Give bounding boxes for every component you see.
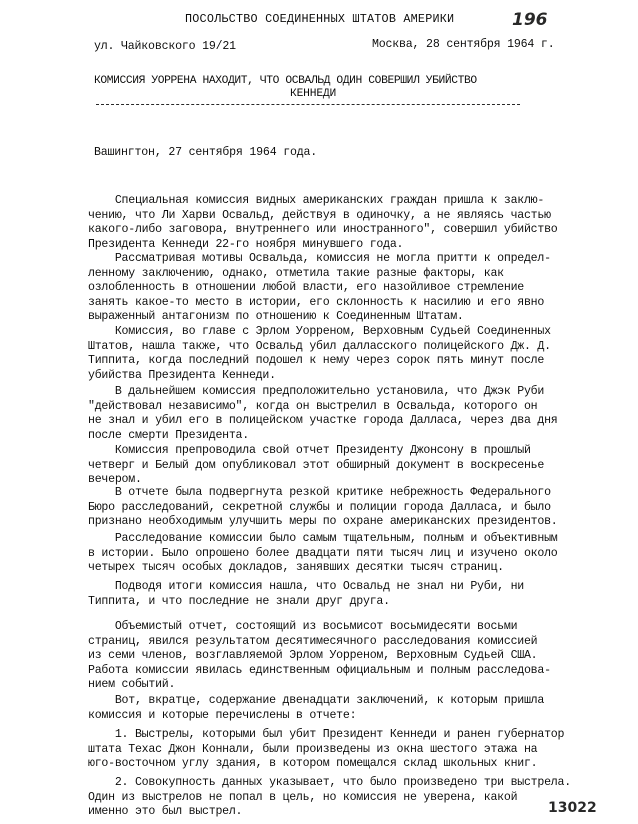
paragraph-line: Работа комиссии явилась единственным официальным и полным расследова- (88, 663, 551, 677)
paragraph-line: Типпита, когда последний подошел к нему через сорок пять минут после (88, 354, 545, 368)
paragraph-line: какого-либо заговора, внутреннего или иностранного", совершил убийство (88, 223, 558, 237)
paragraph-line: Бюро расследований, секретной службы и полиции города Далласа, и было (88, 500, 551, 514)
paragraph-line: не знал и убил его в полицейском участке города Далласа, через два дня (88, 414, 558, 428)
paragraph-4 (88, 385, 588, 443)
paragraph-line: Вот, вкратце, содержание двенадцати заключений, к которым пришла (88, 694, 545, 707)
paragraph-7 (88, 532, 588, 576)
headline-rule (96, 104, 520, 105)
paragraph-5 (88, 444, 588, 488)
paragraph-line: страниц, явился результатом десятимесячного расследования комиссией (88, 634, 538, 648)
paragraph-line: юго-восточном углу здания, в котором помещался склад школьных книг. (88, 757, 538, 771)
paragraph-line: Рассматривая мотивы Освальда, комиссия не могла притти к определ- (88, 252, 551, 265)
embassy-address: ул. Чайковского 19/21 (94, 40, 236, 53)
headline-line-1: КОМИССИЯ УОРРЕНА НАХОДИТ, ЧТО ОСВАЛЬД ОДИН СОВЕРШИЛ УБИЙСТВО (94, 75, 477, 87)
paragraph-3 (88, 325, 588, 383)
paragraph-line: признано необходимым улучшить меры по охране американских президентов. (88, 515, 558, 529)
paragraph-line: четверг и Белый дом опубликовал этот обширный документ в воскресенье (88, 458, 545, 472)
paragraph-line: штата Техас Джон Коннали, были произведены из окна шестого этажа на (88, 742, 538, 756)
paragraph-line: Комиссия, во главе с Эрлом Уорреном, Верховным Судьей Соединенных (88, 325, 551, 338)
paragraph-line: ленному заключению, однако, отметила такие разные факторы, как (88, 266, 504, 280)
paragraph-line: из семи членов, возглавляемой Эрлом Уорреном, Верховным Судьей США. (88, 649, 538, 663)
paragraph-line: в истории. Было опрошено более двадцати пяти тысяч лиц и изучено около (88, 546, 558, 560)
paragraph-line: 1. Выстрелы, которыми был убит Президент Кеннеди и ранен губернатор (88, 728, 565, 741)
paragraph-line: Один из выстрелов не попал в цель, но комиссия не уверена, какой (88, 790, 518, 804)
place-and-date: Москва, 28 сентября 1964 г. (372, 38, 555, 51)
paragraph-line: после смерти Президента. (88, 428, 249, 442)
handwritten-page-number: 196 (512, 10, 548, 30)
headline-line-2: КЕННЕДИ (290, 88, 337, 100)
paragraph-10 (88, 694, 588, 723)
paragraph-line: именно это был выстрел. (88, 805, 243, 819)
paragraph-line: занять какое-то место в истории, его склонность к насилию и его явно (88, 295, 545, 309)
paragraph-line: "действовал независимо", когда он выстрелил в Освальда, которого он (88, 399, 538, 413)
paragraph-8 (88, 580, 588, 609)
paragraph-line: чению, что Ли Харви Освальд, действуя в одиночку, а не являясь частью (88, 208, 551, 222)
paragraph-line: Объемистый отчет, состоящий из восьмисот восьмидесяти восьми (88, 620, 518, 633)
handwritten-document-number: 13022 (548, 800, 597, 816)
paragraph-line: Подводя итоги комиссия нашла, что Освальд не знал ни Руби, ни (88, 580, 524, 593)
paragraph-line: Комиссия препроводила свой отчет Президенту Джонсону в прошлый (88, 444, 531, 457)
paragraph-line: Расследование комиссии было самым тщательным, полным и объективным (88, 532, 558, 545)
paragraph-line: Типпита, и что последние не знали друг друга. (88, 594, 390, 608)
paragraph-11 (88, 728, 588, 772)
paragraph-2 (88, 252, 588, 325)
paragraph-1 (88, 194, 588, 252)
paragraph-line: комиссия и которые перечислены в отчете: (88, 708, 357, 722)
embassy-heading: ПОСОЛЬСТВО СОЕДИНЕННЫХ ШТАТОВ АМЕРИКИ (185, 12, 455, 26)
paragraph-line: В дальнейшем комиссия предположительно установила, что Джэк Руби (88, 385, 545, 398)
dateline: Вашингтон, 27 сентября 1964 года. (94, 146, 317, 159)
paragraph-line: нием событий. (88, 678, 176, 692)
paragraph-line: Президента Кеннеди 22-го ноября минувшего года. (88, 237, 404, 251)
paragraph-line: Специальная комиссия видных американских граждан пришла к заклю- (88, 194, 545, 207)
paragraph-line: убийства Президента Кеннеди. (88, 368, 276, 382)
paragraph-line: Штатов, нашла также, что Освальд убил далласского полицейского Дж. Д. (88, 339, 551, 353)
paragraph-line: В отчете была подвергнута резкой критике небрежность Федерального (88, 486, 551, 499)
paragraph-9 (88, 620, 588, 693)
paragraph-line: 2. Совокупность данных указывает, что было произведено три выстрела. (88, 776, 571, 789)
paragraph-line: озлобленность в отношении любой власти, его назойливое стремление (88, 281, 524, 295)
paragraph-12 (88, 776, 588, 820)
paragraph-line: вечером. (88, 473, 142, 487)
paragraph-6 (88, 486, 588, 530)
paragraph-line: четырех тысяч особых докладов, занявших десятки тысяч страниц. (88, 561, 504, 575)
paragraph-line: выраженный антагонизм по отношению к Соединенным Штатам. (88, 310, 464, 324)
